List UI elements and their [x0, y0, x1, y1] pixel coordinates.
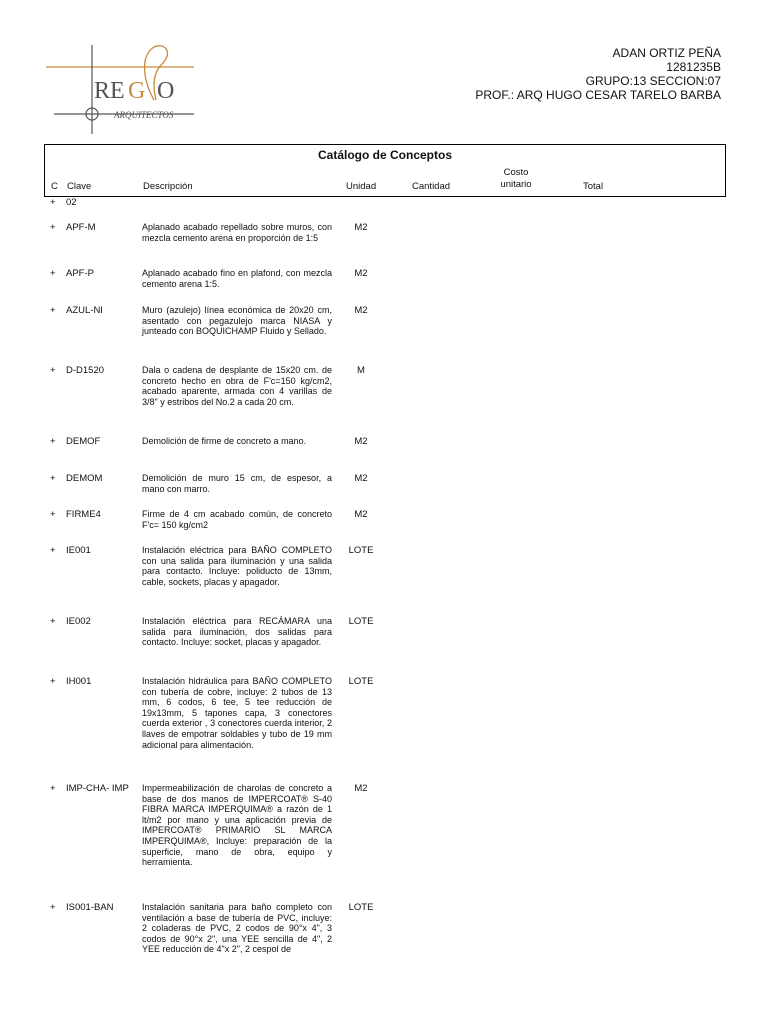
col-clave: Clave	[67, 181, 92, 192]
col-unidad: Unidad	[346, 181, 377, 192]
row-clave: 02	[66, 197, 77, 208]
row-descripcion: Aplanado acabado fino en plafond, con mezcla cemento arena 1:5.	[142, 268, 332, 289]
row-clave: AZUL-NI	[66, 305, 103, 316]
row-unidad: M2	[354, 222, 368, 233]
row-c: +	[50, 902, 56, 913]
row-c: +	[50, 473, 56, 484]
row-unidad: M2	[354, 436, 368, 447]
row-c: +	[50, 268, 56, 279]
row-clave: IS001-BAN	[66, 902, 114, 913]
professor-name: PROF.: ARQ HUGO CESAR TARELO BARBA	[475, 88, 721, 102]
row-unidad: M2	[354, 783, 368, 794]
row-unidad: M2	[354, 509, 368, 520]
row-descripcion: Instalación sanitaria para baño completo con ventilación a base de tubería de PVC, incluye: 2 coladeras de PVC, 2 codos de 90°x 4", 3 codos de 90°x 2", una YEE sencilla de 4", 2 YEE reducción de 4"x 2", 2 cespol de	[142, 902, 332, 955]
row-descripcion: Demolición de firme de concreto a mano.	[142, 436, 307, 446]
row-descripcion: Instalación eléctrica para BAÑO COMPLETO con una salida para iluminación y una salida para contacto. Incluye: poliducto de 13mm, cable, sockets, placas y apagador.	[142, 545, 332, 587]
row-unidad: M2	[354, 268, 368, 279]
catalog-title: Catálogo de Conceptos	[317, 148, 452, 162]
col-costo-line1: Costo	[503, 167, 529, 178]
row-descripcion: Instalación eléctrica para RECÁMARA una salida para iluminación, dos salidas para contacto. Incluye: socket, placas y apagador.	[142, 616, 332, 648]
row-unidad: M2	[354, 473, 368, 484]
row-c: +	[50, 436, 56, 447]
col-c: C	[51, 181, 58, 192]
row-descripcion: Impermeabilización de charolas de concreto a base de dos manos de IMPERCOAT® S-40 FIBRA MARCA IMPERQUIMA® a razón de 1 lt/m2 por mano y una aplicación previa de IMPERCOAT® PRIMARIO SL MARCA IMPERQUIMA®, Incluye: preparación de la superficie, mano de obra, equipo y herramienta.	[142, 783, 332, 868]
row-unidad: LOTE	[348, 545, 374, 556]
row-c: +	[50, 545, 56, 556]
svg-text:O: O	[157, 78, 175, 104]
row-descripcion: Instalación hidráulica para BAÑO COMPLETO con tubería de cobre, incluye: 2 tubos de 13 mm, 6 codos, 6 tee, 5 tee reducción de 19x13mm, 5 tapones capa, 3 conectores cuerda exterior , 3 conectores cuerda interior, 2 llaves de empotrar soldables y tubo de 19 mm adicional para alimentación.	[142, 676, 332, 750]
student-name: ADAN ORTIZ PEÑA	[612, 46, 721, 60]
row-clave: DEMOF	[66, 436, 101, 447]
row-c: +	[50, 365, 56, 376]
student-header	[475, 46, 721, 102]
row-c: +	[50, 676, 56, 687]
row-clave: APF-P	[66, 268, 94, 279]
row-clave: IMP-CHA- IMP	[66, 783, 129, 794]
row-descripcion: Aplanado acabado repellado sobre muros, con mezcla cemento arena en proporción de 1:5	[142, 222, 332, 243]
column-header-row	[44, 166, 726, 197]
row-descripcion: Firme de 4 cm acabado común, de concreto F'c= 150 kg/cm2	[142, 509, 332, 530]
row-c: +	[50, 783, 56, 794]
row-c: +	[50, 509, 56, 520]
svg-text:RE: RE	[94, 78, 125, 104]
row-c: +	[50, 197, 56, 208]
student-id: 1281235B	[666, 60, 721, 74]
col-total: Total	[583, 181, 604, 192]
row-clave: IE001	[66, 545, 91, 556]
row-unidad: LOTE	[348, 676, 374, 687]
col-descripcion: Descripción	[143, 181, 193, 192]
row-unidad: LOTE	[348, 616, 374, 627]
row-descripcion: Demolición de muro 15 cm, de espesor, a mano con marro.	[142, 473, 332, 494]
catalog-title-box	[44, 144, 726, 167]
row-clave: IH001	[66, 676, 92, 687]
row-clave: DEMOM	[66, 473, 103, 484]
row-clave: FIRME4	[66, 509, 101, 520]
row-unidad: LOTE	[348, 902, 374, 913]
row-descripcion: Dala o cadena de desplante de 15x20 cm. de concreto hecho en obra de F'c=150 kg/cm2, acabado aparente, armada con 4 varillas de 3/8" y estribos del No.2 a cada 20 cm.	[142, 365, 332, 407]
row-descripcion: Muro (azulejo) línea económica de 20x20 cm, asentado con pegazulejo marca NIASA y junteado con BOQUICHAMP Fluido y Sellado.	[142, 305, 332, 337]
svg-text:ARQUITECTOS: ARQUITECTOS	[114, 110, 174, 120]
group-section: GRUPO:13 SECCION:07	[585, 74, 721, 88]
row-c: +	[50, 222, 56, 233]
company-logo	[44, 42, 194, 134]
row-unidad: M	[357, 365, 365, 376]
col-cantidad: Cantidad	[412, 181, 451, 192]
col-costo-line2: unitario	[500, 179, 532, 190]
row-c: +	[50, 616, 56, 627]
svg-text:G: G	[128, 78, 146, 104]
row-clave: D-D1520	[66, 365, 105, 376]
row-clave: IE002	[66, 616, 91, 627]
row-clave: APF-M	[66, 222, 96, 233]
col-costo-unitario	[491, 167, 541, 191]
row-unidad: M2	[354, 305, 368, 316]
row-c: +	[50, 305, 56, 316]
